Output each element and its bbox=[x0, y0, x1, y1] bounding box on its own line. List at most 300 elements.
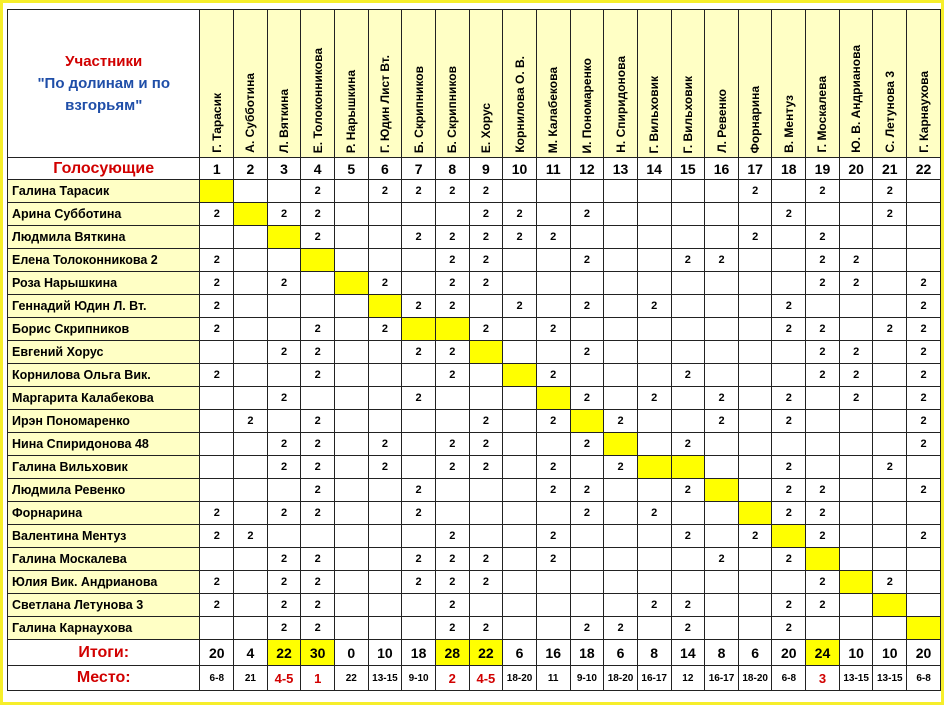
vote-cell: 2 bbox=[536, 364, 570, 387]
vote-cell bbox=[772, 272, 806, 295]
vote-cell bbox=[604, 249, 638, 272]
vote-cell: 2 bbox=[671, 433, 705, 456]
vote-cell bbox=[503, 571, 537, 594]
vote-cell: 2 bbox=[907, 479, 941, 502]
vote-cell bbox=[738, 502, 772, 525]
vote-cell bbox=[806, 203, 840, 226]
participant-header bbox=[503, 10, 537, 158]
vote-cell bbox=[907, 249, 941, 272]
participant-header bbox=[536, 10, 570, 158]
participant-header bbox=[671, 10, 705, 158]
vote-cell bbox=[570, 410, 604, 433]
vote-cell bbox=[267, 318, 301, 341]
voter-row bbox=[8, 180, 941, 203]
vote-cell: 2 bbox=[435, 594, 469, 617]
vote-cell bbox=[907, 502, 941, 525]
vote-cell bbox=[637, 433, 671, 456]
vote-cell bbox=[907, 456, 941, 479]
participant-name: Е. Толоконникова bbox=[310, 47, 325, 153]
vote-cell bbox=[873, 502, 907, 525]
vote-cell bbox=[402, 594, 436, 617]
vote-cell: 2 bbox=[200, 203, 234, 226]
vote-cell bbox=[234, 456, 268, 479]
participant-number: 8 bbox=[435, 158, 469, 180]
vote-cell: 2 bbox=[469, 272, 503, 295]
vote-cell bbox=[503, 341, 537, 364]
participant-header bbox=[368, 10, 402, 158]
participant-number: 1 bbox=[200, 158, 234, 180]
vote-cell bbox=[738, 341, 772, 364]
vote-cell bbox=[234, 594, 268, 617]
participant-number: 15 bbox=[671, 158, 705, 180]
vote-cell bbox=[503, 180, 537, 203]
total-cell: 20 bbox=[772, 640, 806, 666]
vote-cell bbox=[839, 617, 873, 640]
vote-cell bbox=[738, 318, 772, 341]
participant-header bbox=[839, 10, 873, 158]
vote-cell bbox=[536, 180, 570, 203]
vote-cell bbox=[301, 249, 335, 272]
vote-cell: 2 bbox=[806, 571, 840, 594]
vote-cell bbox=[839, 295, 873, 318]
vote-cell bbox=[469, 479, 503, 502]
vote-cell bbox=[604, 433, 638, 456]
vote-cell bbox=[267, 249, 301, 272]
vote-cell bbox=[873, 548, 907, 571]
vote-cell bbox=[806, 295, 840, 318]
vote-cell: 2 bbox=[570, 433, 604, 456]
vote-cell bbox=[234, 318, 268, 341]
vote-cell bbox=[402, 249, 436, 272]
vote-cell bbox=[671, 456, 705, 479]
vote-cell bbox=[536, 617, 570, 640]
vote-cell bbox=[503, 433, 537, 456]
vote-cell bbox=[335, 410, 369, 433]
vote-cell: 2 bbox=[200, 295, 234, 318]
vote-cell: 2 bbox=[806, 272, 840, 295]
vote-cell bbox=[738, 571, 772, 594]
vote-cell bbox=[637, 364, 671, 387]
vote-cell bbox=[435, 318, 469, 341]
participant-name: Г. Юдин Лист Вт. bbox=[377, 55, 392, 153]
vote-cell: 2 bbox=[402, 295, 436, 318]
vote-cell bbox=[234, 364, 268, 387]
vote-cell: 2 bbox=[705, 410, 739, 433]
vote-cell bbox=[637, 226, 671, 249]
vote-cell bbox=[570, 548, 604, 571]
vote-cell bbox=[705, 364, 739, 387]
vote-cell bbox=[772, 180, 806, 203]
vote-cell bbox=[267, 410, 301, 433]
voter-name: Галина Тарасик bbox=[8, 180, 200, 203]
place-cell: 18-20 bbox=[738, 666, 772, 691]
place-cell: 21 bbox=[234, 666, 268, 691]
vote-cell: 2 bbox=[839, 364, 873, 387]
vote-cell bbox=[335, 502, 369, 525]
vote-cell: 2 bbox=[772, 387, 806, 410]
vote-cell: 2 bbox=[234, 525, 268, 548]
vote-cell: 2 bbox=[503, 203, 537, 226]
place-cell: 18-20 bbox=[503, 666, 537, 691]
vote-cell bbox=[503, 456, 537, 479]
vote-cell bbox=[570, 180, 604, 203]
vote-cell: 2 bbox=[301, 617, 335, 640]
participant-numbers-row bbox=[8, 158, 941, 180]
participant-name: Н. Спиридонова bbox=[613, 56, 628, 153]
participant-number: 20 bbox=[839, 158, 873, 180]
title-line-3: взгорьям" bbox=[65, 96, 143, 114]
vote-cell: 2 bbox=[402, 341, 436, 364]
place-cell: 22 bbox=[335, 666, 369, 691]
vote-cell bbox=[402, 433, 436, 456]
vote-cell bbox=[503, 364, 537, 387]
vote-cell bbox=[839, 525, 873, 548]
vote-cell bbox=[637, 410, 671, 433]
vote-cell: 2 bbox=[705, 387, 739, 410]
vote-cell: 2 bbox=[907, 364, 941, 387]
vote-cell bbox=[234, 272, 268, 295]
vote-cell: 2 bbox=[267, 548, 301, 571]
vote-cell bbox=[839, 502, 873, 525]
vote-cell bbox=[402, 318, 436, 341]
vote-cell bbox=[839, 594, 873, 617]
vote-cell: 2 bbox=[301, 410, 335, 433]
vote-cell bbox=[402, 364, 436, 387]
voter-row bbox=[8, 249, 941, 272]
vote-cell bbox=[267, 226, 301, 249]
vote-cell: 2 bbox=[301, 318, 335, 341]
vote-cell: 2 bbox=[873, 180, 907, 203]
vote-cell bbox=[839, 479, 873, 502]
voter-row bbox=[8, 433, 941, 456]
vote-cell bbox=[435, 410, 469, 433]
participant-header bbox=[705, 10, 739, 158]
place-cell: 18-20 bbox=[604, 666, 638, 691]
vote-cell: 2 bbox=[402, 387, 436, 410]
vote-cell: 2 bbox=[503, 226, 537, 249]
voter-row bbox=[8, 617, 941, 640]
vote-cell bbox=[738, 456, 772, 479]
voter-name: Ирэн Пономаренко bbox=[8, 410, 200, 433]
vote-cell: 2 bbox=[402, 548, 436, 571]
vote-cell: 2 bbox=[637, 295, 671, 318]
vote-cell: 2 bbox=[907, 410, 941, 433]
participant-number: 21 bbox=[873, 158, 907, 180]
vote-cell bbox=[806, 433, 840, 456]
vote-cell bbox=[368, 341, 402, 364]
participant-number: 22 bbox=[907, 158, 941, 180]
vote-cell: 2 bbox=[435, 180, 469, 203]
vote-cell bbox=[738, 364, 772, 387]
vote-cell bbox=[536, 387, 570, 410]
total-cell: 24 bbox=[806, 640, 840, 666]
vote-cell: 2 bbox=[200, 272, 234, 295]
vote-cell: 2 bbox=[402, 502, 436, 525]
vote-cell bbox=[503, 502, 537, 525]
vote-cell bbox=[570, 571, 604, 594]
vote-cell bbox=[368, 203, 402, 226]
voter-row bbox=[8, 594, 941, 617]
participant-header bbox=[570, 10, 604, 158]
vote-cell bbox=[435, 502, 469, 525]
vote-cell bbox=[604, 571, 638, 594]
voter-name: Маргарита Калабекова bbox=[8, 387, 200, 410]
vote-cell bbox=[503, 318, 537, 341]
voter-name: Геннадий Юдин Л. Вт. bbox=[8, 295, 200, 318]
total-cell: 18 bbox=[570, 640, 604, 666]
vote-cell bbox=[536, 272, 570, 295]
participant-name: С. Летунова 3 bbox=[882, 71, 897, 153]
vote-cell bbox=[772, 571, 806, 594]
total-cell: 6 bbox=[738, 640, 772, 666]
vote-cell: 2 bbox=[907, 525, 941, 548]
vote-cell: 2 bbox=[907, 318, 941, 341]
place-cell: 6-8 bbox=[200, 666, 234, 691]
vote-cell bbox=[705, 594, 739, 617]
vote-cell bbox=[368, 387, 402, 410]
vote-cell bbox=[469, 341, 503, 364]
vote-cell: 2 bbox=[772, 295, 806, 318]
vote-cell: 2 bbox=[267, 502, 301, 525]
vote-cell: 2 bbox=[301, 341, 335, 364]
vote-cell bbox=[907, 571, 941, 594]
participant-header bbox=[435, 10, 469, 158]
place-cell: 2 bbox=[435, 666, 469, 691]
participant-number: 4 bbox=[301, 158, 335, 180]
vote-cell bbox=[435, 387, 469, 410]
total-cell: 6 bbox=[503, 640, 537, 666]
participant-number: 3 bbox=[267, 158, 301, 180]
total-cell: 8 bbox=[637, 640, 671, 666]
vote-cell bbox=[503, 525, 537, 548]
participant-number: 5 bbox=[335, 158, 369, 180]
participant-number: 9 bbox=[469, 158, 503, 180]
participant-number: 16 bbox=[705, 158, 739, 180]
vote-cell: 2 bbox=[772, 456, 806, 479]
vote-cell bbox=[604, 226, 638, 249]
participant-name: Б. Скрипников bbox=[411, 65, 426, 153]
vote-cell bbox=[570, 226, 604, 249]
vote-cell: 2 bbox=[267, 617, 301, 640]
vote-cell: 2 bbox=[267, 571, 301, 594]
vote-cell: 2 bbox=[402, 180, 436, 203]
voter-name: Роза Нарышкина bbox=[8, 272, 200, 295]
vote-cell: 2 bbox=[200, 571, 234, 594]
vote-cell bbox=[503, 410, 537, 433]
vote-cell bbox=[335, 318, 369, 341]
vote-cell: 2 bbox=[435, 548, 469, 571]
vote-cell: 2 bbox=[267, 594, 301, 617]
vote-cell bbox=[200, 548, 234, 571]
vote-cell: 2 bbox=[570, 387, 604, 410]
participant-header bbox=[637, 10, 671, 158]
vote-cell: 2 bbox=[873, 318, 907, 341]
total-cell: 0 bbox=[335, 640, 369, 666]
vote-cell bbox=[267, 479, 301, 502]
vote-cell bbox=[301, 387, 335, 410]
total-cell: 6 bbox=[604, 640, 638, 666]
vote-cell bbox=[772, 249, 806, 272]
vote-cell: 2 bbox=[435, 525, 469, 548]
vote-cell: 2 bbox=[637, 502, 671, 525]
vote-cell bbox=[806, 617, 840, 640]
participant-number: 11 bbox=[536, 158, 570, 180]
vote-cell bbox=[335, 387, 369, 410]
vote-cell bbox=[234, 479, 268, 502]
vote-cell bbox=[671, 272, 705, 295]
voter-name: Светлана Летунова 3 bbox=[8, 594, 200, 617]
vote-cell bbox=[469, 295, 503, 318]
participant-header bbox=[402, 10, 436, 158]
vote-cell: 2 bbox=[772, 594, 806, 617]
vote-cell: 2 bbox=[301, 571, 335, 594]
vote-cell bbox=[536, 594, 570, 617]
participant-header bbox=[301, 10, 335, 158]
vote-cell bbox=[335, 456, 369, 479]
vote-cell bbox=[705, 456, 739, 479]
vote-cell bbox=[705, 226, 739, 249]
vote-cell bbox=[637, 617, 671, 640]
vote-cell bbox=[705, 318, 739, 341]
vote-cell bbox=[873, 364, 907, 387]
vote-cell bbox=[200, 410, 234, 433]
vote-cell bbox=[671, 203, 705, 226]
voter-name: Галина Вильховик bbox=[8, 456, 200, 479]
vote-cell bbox=[671, 318, 705, 341]
vote-cell: 2 bbox=[806, 341, 840, 364]
places-label: Место: bbox=[8, 666, 200, 691]
vote-cell bbox=[503, 594, 537, 617]
vote-cell: 2 bbox=[907, 387, 941, 410]
place-cell: 16-17 bbox=[637, 666, 671, 691]
place-cell: 13-15 bbox=[839, 666, 873, 691]
voter-row bbox=[8, 548, 941, 571]
vote-cell bbox=[234, 571, 268, 594]
vote-cell: 2 bbox=[469, 548, 503, 571]
vote-cell: 2 bbox=[637, 594, 671, 617]
vote-cell: 2 bbox=[873, 203, 907, 226]
vote-cell bbox=[402, 617, 436, 640]
participant-header bbox=[873, 10, 907, 158]
vote-cell bbox=[335, 479, 369, 502]
vote-cell bbox=[570, 525, 604, 548]
vote-cell bbox=[536, 571, 570, 594]
vote-cell bbox=[839, 433, 873, 456]
vote-cell bbox=[772, 341, 806, 364]
participant-name: Л. Вяткина bbox=[277, 89, 292, 153]
vote-cell: 2 bbox=[907, 433, 941, 456]
vote-cell bbox=[368, 502, 402, 525]
vote-cell bbox=[637, 548, 671, 571]
vote-cell bbox=[570, 456, 604, 479]
vote-cell bbox=[604, 502, 638, 525]
vote-cell: 2 bbox=[536, 318, 570, 341]
voter-name: Елена Толоконникова 2 bbox=[8, 249, 200, 272]
vote-cell: 2 bbox=[301, 479, 335, 502]
vote-cell bbox=[368, 295, 402, 318]
participant-header bbox=[772, 10, 806, 158]
vote-cell: 2 bbox=[234, 410, 268, 433]
vote-cell: 2 bbox=[570, 295, 604, 318]
vote-cell bbox=[705, 479, 739, 502]
vote-cell bbox=[234, 203, 268, 226]
vote-cell bbox=[335, 364, 369, 387]
vote-cell bbox=[705, 203, 739, 226]
vote-cell bbox=[234, 341, 268, 364]
total-cell: 20 bbox=[907, 640, 941, 666]
vote-cell bbox=[335, 571, 369, 594]
vote-cell bbox=[368, 548, 402, 571]
voter-row bbox=[8, 203, 941, 226]
vote-cell: 2 bbox=[637, 387, 671, 410]
vote-cell bbox=[335, 341, 369, 364]
vote-cell: 2 bbox=[469, 203, 503, 226]
participant-name: Форнарина bbox=[748, 85, 763, 153]
vote-cell: 2 bbox=[839, 341, 873, 364]
vote-cell: 2 bbox=[301, 180, 335, 203]
vote-cell bbox=[469, 364, 503, 387]
participant-number: 7 bbox=[402, 158, 436, 180]
participant-name: Б. Скрипников bbox=[445, 65, 460, 153]
vote-cell bbox=[469, 594, 503, 617]
vote-cell bbox=[335, 295, 369, 318]
vote-cell bbox=[907, 617, 941, 640]
vote-cell bbox=[200, 180, 234, 203]
total-cell: 28 bbox=[435, 640, 469, 666]
participant-number: 17 bbox=[738, 158, 772, 180]
vote-cell bbox=[839, 456, 873, 479]
vote-cell: 2 bbox=[402, 226, 436, 249]
vote-cell: 2 bbox=[368, 272, 402, 295]
total-cell: 22 bbox=[469, 640, 503, 666]
vote-cell bbox=[604, 203, 638, 226]
vote-cell bbox=[234, 617, 268, 640]
vote-cell: 2 bbox=[570, 341, 604, 364]
total-cell: 30 bbox=[301, 640, 335, 666]
vote-cell bbox=[402, 203, 436, 226]
vote-cell bbox=[604, 548, 638, 571]
vote-cell: 2 bbox=[570, 249, 604, 272]
voter-name: Борис Скрипников bbox=[8, 318, 200, 341]
vote-cell bbox=[234, 226, 268, 249]
voter-row bbox=[8, 295, 941, 318]
vote-cell bbox=[671, 387, 705, 410]
place-cell: 6-8 bbox=[772, 666, 806, 691]
vote-cell: 2 bbox=[806, 364, 840, 387]
vote-cell: 2 bbox=[469, 456, 503, 479]
vote-cell bbox=[873, 249, 907, 272]
participant-name: Г. Карнаухова bbox=[916, 71, 931, 153]
vote-cell: 2 bbox=[671, 364, 705, 387]
vote-cell: 2 bbox=[705, 548, 739, 571]
voter-row bbox=[8, 571, 941, 594]
vote-cell: 2 bbox=[604, 617, 638, 640]
vote-cell bbox=[738, 295, 772, 318]
vote-cell bbox=[335, 272, 369, 295]
vote-cell bbox=[435, 479, 469, 502]
vote-cell bbox=[469, 387, 503, 410]
participant-name: Г. Тарасик bbox=[209, 93, 224, 153]
vote-cell bbox=[368, 525, 402, 548]
vote-cell: 2 bbox=[301, 433, 335, 456]
participants-header-row bbox=[8, 10, 941, 158]
participant-number: 19 bbox=[806, 158, 840, 180]
voter-name: Юлия Вик. Андрианова bbox=[8, 571, 200, 594]
vote-cell: 2 bbox=[435, 295, 469, 318]
vote-cell: 2 bbox=[435, 456, 469, 479]
vote-cell bbox=[705, 295, 739, 318]
vote-cell: 2 bbox=[301, 203, 335, 226]
